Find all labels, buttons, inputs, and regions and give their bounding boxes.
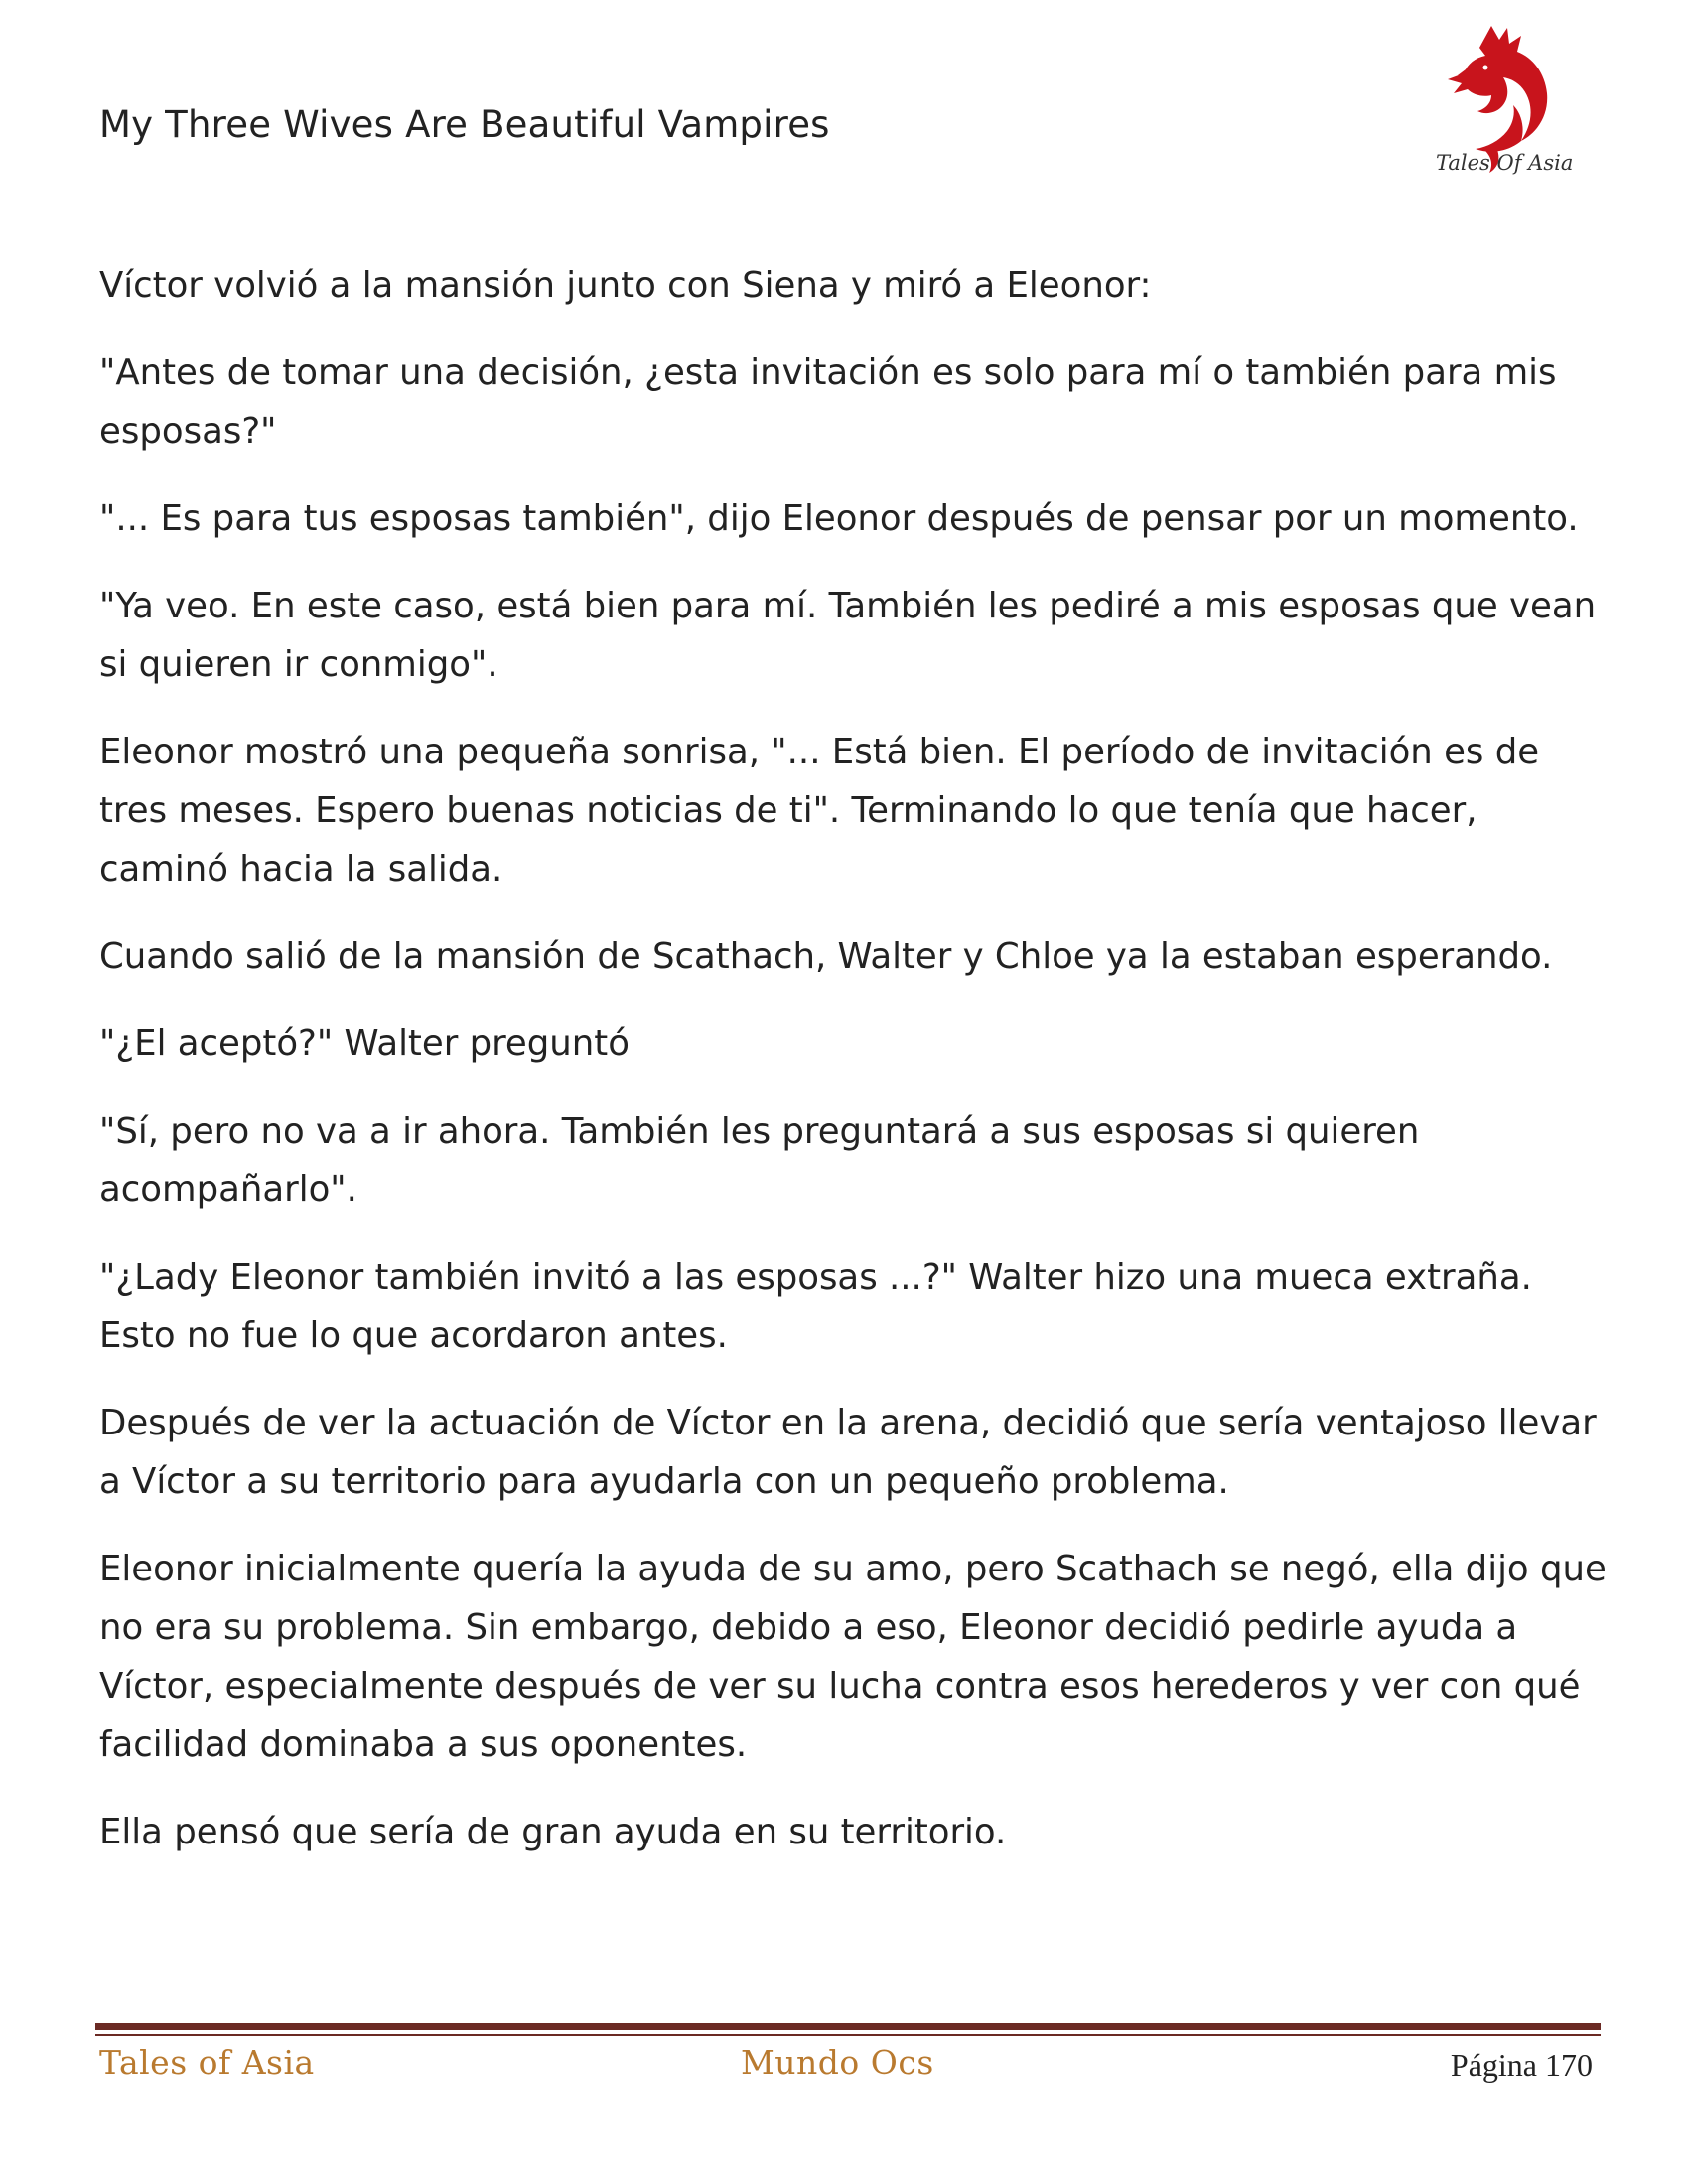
- paragraph: "¿El aceptó?" Walter preguntó: [99, 1024, 630, 1064]
- footer-divider: [95, 2023, 1601, 2030]
- footer-translator: Mundo Ocs: [741, 2043, 934, 2082]
- paragraph: Después de ver la actuación de Víctor en la arena, decidió que sería ventajoso llevar a Víctor a su territorio para ayudarla con un pequeño problema.: [99, 1403, 1597, 1502]
- paragraph: Eleonor mostró una pequeña sonrisa, "... Está bien. El período de invitación es de tres meses. Espero buenas noticias de ti". Terminando lo que tenía que hacer, caminó hacia la salida.: [99, 732, 1540, 889]
- document-title: My Three Wives Are Beautiful Vampires: [99, 103, 830, 146]
- page-body: [99, 256, 1609, 1890]
- footer-publisher: Tales of Asia: [99, 2043, 315, 2082]
- paragraph: "¿Lady Eleonor también invitó a las esposas ...?" Walter hizo una mueca extraña. Esto no fue lo que acordaron antes.: [99, 1257, 1532, 1356]
- paragraph: Víctor volvió a la mansión junto con Siena y miró a Eleonor:: [99, 265, 1152, 306]
- paragraph: "... Es para tus esposas también", dijo Eleonor después de pensar por un momento.: [99, 498, 1579, 539]
- footer-divider-thin: [95, 2034, 1601, 2036]
- page-number: Página 170: [1450, 2047, 1593, 2083]
- paragraph: Cuando salió de la mansión de Scathach, Walter y Chloe ya la estaban esperando.: [99, 936, 1553, 977]
- paragraph: "Sí, pero no va a ir ahora. También les preguntará a sus esposas si quieren acompañarlo".: [99, 1111, 1420, 1210]
- paragraph: "Ya veo. En este caso, está bien para mí. También les pediré a mis esposas que vean si quieren ir conmigo".: [99, 586, 1597, 685]
- paragraph: Ella pensó que sería de gran ayuda en su territorio.: [99, 1812, 1007, 1852]
- logo-wordmark: Tales Of Asia: [1436, 151, 1574, 175]
- paragraph: Eleonor inicialmente quería la ayuda de su amo, pero Scathach se negó, ella dijo que no era su problema. Sin embargo, debido a eso, Eleonor decidió pedirle ayuda a Víctor, especialmente después de ver su lucha contra esos herederos y ver con qué facilidad dominaba a sus oponentes.: [99, 1549, 1607, 1765]
- paragraph: "Antes de tomar una decisión, ¿esta invitación es solo para mí o también para mis esposas?": [99, 352, 1557, 452]
